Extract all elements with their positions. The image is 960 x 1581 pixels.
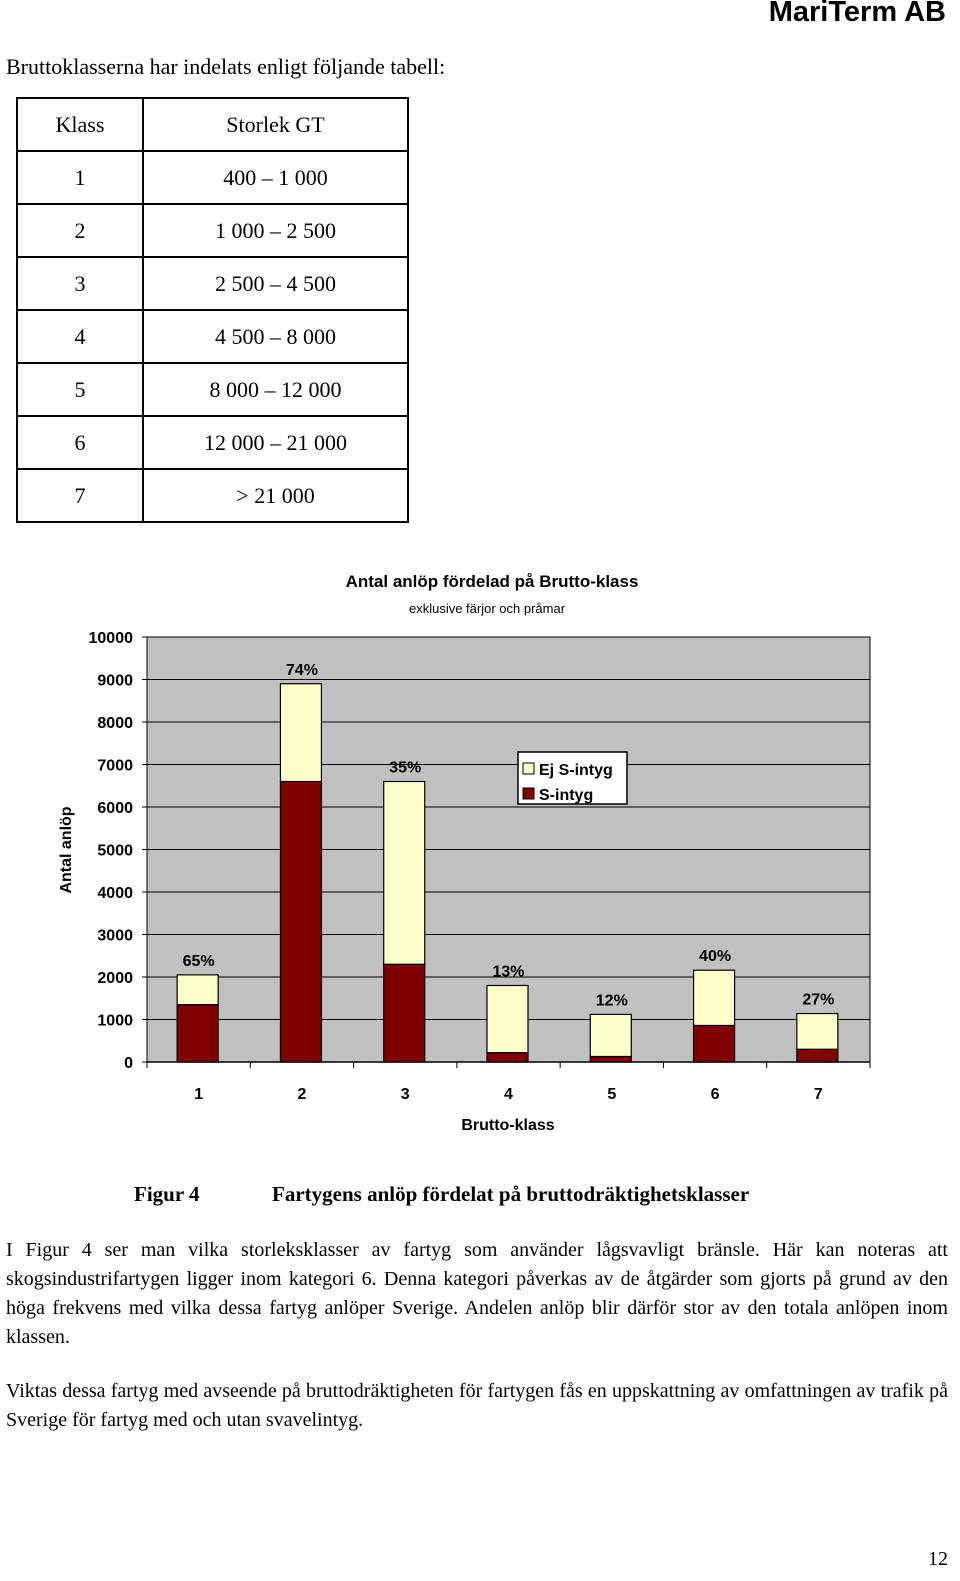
table-row	[17, 416, 408, 469]
y-tick-label: 5000	[97, 842, 133, 860]
table-cell: 3	[17, 257, 143, 310]
y-tick-label: 6000	[97, 800, 133, 817]
bar-ej-s-intyg	[694, 970, 735, 1025]
bar-ej-s-intyg	[384, 782, 425, 965]
body-paragraph-1: I Figur 4 ser man vilka storleksklasser av fartyg som använder lågsvavligt bränsle. Här kan noteras att skogsindustrifartygen ligger inom kategori 6. Denna kategori påverkas av de åtgärder som gjorts på grund av den höga frekvens med vilka dessa fartyg anlöper Sverige. Andelen anlöp blir därför stor av den totala anlöpen inom klassen.	[6, 1239, 948, 1348]
table-row	[17, 204, 408, 257]
data-label: 74%	[285, 661, 318, 679]
bar-s-intyg	[280, 782, 321, 1063]
legend-label: Ej S-intyg	[539, 762, 613, 779]
table-cell: 4 500 – 8 000	[143, 310, 408, 363]
table-cell: 400 – 1 000	[143, 151, 408, 204]
data-label: 65%	[182, 952, 215, 970]
y-tick-label: 9000	[97, 672, 133, 690]
table-cell: 12 000 – 21 000	[143, 416, 408, 469]
table-cell: 1	[17, 151, 143, 204]
x-tick-label: 2	[297, 1086, 307, 1103]
bar-s-intyg	[487, 1053, 528, 1062]
chart-subtitle: exklusive färjor och pråmar	[408, 601, 566, 616]
table-cell: 4	[17, 310, 143, 363]
x-tick-label: 1	[194, 1086, 204, 1103]
x-tick-label: 3	[400, 1086, 410, 1103]
y-tick-label: 0	[124, 1055, 133, 1072]
table-cell: 5	[17, 363, 143, 416]
bar-chart	[0, 560, 960, 1150]
table-cell: > 21 000	[143, 469, 408, 522]
data-label: 13%	[492, 963, 525, 981]
bar-ej-s-intyg	[177, 975, 218, 1005]
table-row	[17, 310, 408, 363]
table-cell: 8 000 – 12 000	[143, 363, 408, 416]
x-tick-label: 4	[504, 1086, 513, 1103]
bar-s-intyg	[694, 1025, 735, 1062]
bar-s-intyg	[384, 964, 425, 1062]
table-row	[17, 151, 408, 204]
body-paragraph-2: Viktas dessa fartyg med avseende på bruttodräktigheten för fartygen fås en uppskattning av omfattningen av trafik på Sverige för fartyg med och utan svavelintyg.	[6, 1380, 948, 1431]
bar-s-intyg	[590, 1056, 631, 1062]
data-label: 35%	[389, 759, 422, 777]
data-label: 27%	[802, 991, 835, 1009]
data-label: 12%	[595, 992, 628, 1010]
legend-label: S-intyg	[539, 787, 594, 804]
legend-swatch-ej-s-intyg	[523, 763, 534, 774]
bar-s-intyg	[797, 1049, 838, 1062]
bar-ej-s-intyg	[797, 1014, 838, 1050]
bar-ej-s-intyg	[280, 684, 321, 782]
data-label: 40%	[699, 948, 732, 966]
size-class-table	[16, 97, 409, 523]
table-cell: 1 000 – 2 500	[143, 204, 408, 257]
y-axis-title: Antal anlöp	[58, 806, 75, 894]
table-header-cell: Storlek GT	[143, 98, 408, 151]
y-tick-label: 7000	[97, 757, 133, 775]
page-number: 12	[928, 1548, 948, 1570]
y-tick-label: 10000	[88, 630, 133, 647]
table-cell: 2 500 – 4 500	[143, 257, 408, 310]
y-tick-label: 8000	[97, 715, 133, 732]
legend-swatch-s-intyg	[523, 788, 534, 799]
x-axis-title: Brutto-klass	[461, 1117, 555, 1134]
table-cell: 6	[17, 416, 143, 469]
y-tick-label: 3000	[97, 927, 133, 945]
table-header-row	[17, 98, 408, 151]
chart-title: Antal anlöp fördelad på Brutto-klass	[345, 572, 639, 591]
table-row	[17, 257, 408, 310]
table-row	[17, 469, 408, 522]
intro-text: Bruttoklasserna har indelats enligt följande tabell:	[6, 54, 446, 79]
table-cell: 7	[17, 469, 143, 522]
y-tick-label: 2000	[97, 970, 133, 987]
figure-label: Figur 4	[134, 1182, 200, 1206]
y-tick-label: 1000	[97, 1012, 133, 1030]
table-header-cell: Klass	[17, 98, 143, 151]
table-row	[17, 363, 408, 416]
y-tick-label: 4000	[97, 885, 133, 902]
figure-caption: Fartygens anlöp fördelat på bruttodräktighetsklasser	[272, 1182, 750, 1206]
company-brand: MariTerm AB	[768, 0, 946, 28]
table-cell: 2	[17, 204, 143, 257]
x-tick-label: 5	[607, 1086, 617, 1103]
x-tick-label: 7	[813, 1086, 823, 1103]
bar-s-intyg	[177, 1005, 218, 1062]
bar-ej-s-intyg	[590, 1014, 631, 1056]
bar-ej-s-intyg	[487, 986, 528, 1053]
x-tick-label: 6	[710, 1086, 720, 1103]
